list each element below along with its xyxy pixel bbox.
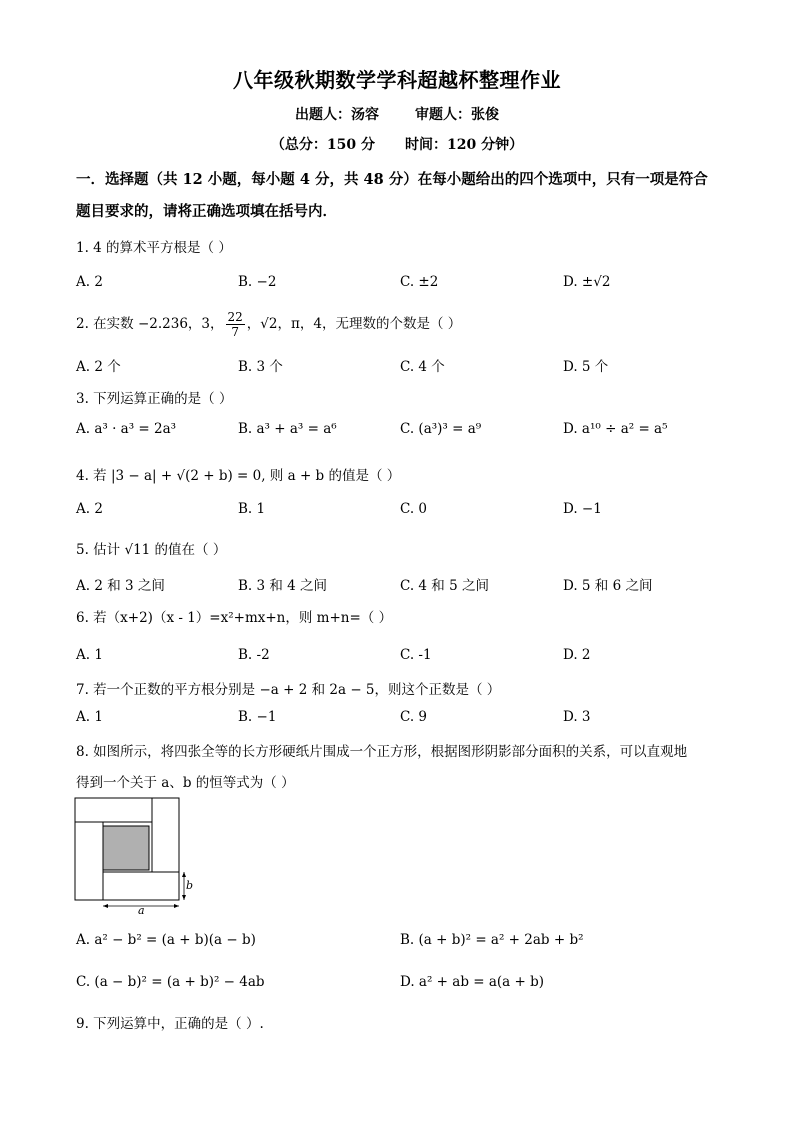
fraction-numerator: 22 — [227, 310, 243, 324]
question-4-option-a: A. 2 — [76, 501, 103, 517]
question-6-option-d: D. 2 — [563, 647, 591, 663]
question-7-option-a: A. 1 — [76, 709, 103, 725]
exam-info — [0, 134, 794, 154]
score-info: （总分：150 分 — [270, 137, 375, 153]
question-8-stem-line2: 得到一个关于 a、b 的恒等式为（ ） — [76, 775, 295, 791]
question-6-stem: 6. 若（x+2)（x - 1）=x²+mx+n，则 m+n=（ ） — [76, 610, 393, 626]
question-3-stem: 3. 下列运算正确的是（ ） — [76, 391, 233, 407]
question-4-option-b: B. 1 — [238, 501, 266, 517]
question-1-option-c: C. ±2 — [400, 274, 439, 290]
fraction-denominator: 7 — [231, 325, 239, 339]
question-1-option-b: B. −2 — [238, 274, 277, 290]
question-3-option-b: B. a³ + a³ = a⁶ — [238, 421, 337, 437]
shaded-square — [103, 826, 149, 870]
question-1-option-d: D. ±√2 — [563, 274, 611, 290]
question-5-stem: 5. 估计 √11 的值在（ ） — [76, 542, 227, 558]
question-7-option-c: C. 9 — [400, 709, 428, 725]
question-8-option-c: C. (a − b)² = (a + b)² − 4ab — [76, 974, 265, 990]
question-4-option-c: C. 0 — [400, 501, 428, 517]
question-4-stem: 4. 若 |3 − a| + √(2 + b) = 0, 则 a + b 的值是（ ） — [76, 468, 401, 484]
label-a: a — [138, 904, 145, 914]
label-b: b — [186, 879, 194, 892]
question-2-option-d: D. 5 个 — [563, 359, 609, 375]
question-5-option-b: B. 3 和 4 之间 — [238, 578, 328, 594]
question-8-stem-line1: 8. 如图所示，将四张全等的长方形硬纸片围成一个正方形，根据图形阴影部分面积的关系，可以直观地 — [76, 744, 688, 760]
question-2-stem — [76, 310, 461, 339]
question-8-option-a: A. a² − b² = (a + b)(a − b) — [76, 932, 256, 948]
question-8-option-b: B. (a + b)² = a² + 2ab + b² — [400, 932, 584, 948]
question-5-option-a: A. 2 和 3 之间 — [76, 578, 165, 594]
question-5-option-c: C. 4 和 5 之间 — [400, 578, 489, 594]
question-2-fraction — [226, 310, 245, 339]
reviewer-label: 审题人：张俊 — [415, 107, 499, 123]
question-2-option-b: B. 3 个 — [238, 359, 283, 375]
question-2-prefix: 2. 在实数 −2.236，3， — [76, 316, 224, 332]
setter-label: 出题人：汤容 — [295, 107, 379, 123]
question-3-option-a: A. a³ · a³ = 2a³ — [76, 421, 177, 437]
author-line — [0, 104, 794, 124]
question-2-option-a: A. 2 个 — [76, 359, 121, 375]
question-1-option-a: A. 2 — [76, 274, 103, 290]
question-8-option-d: D. a² + ab = a(a + b) — [400, 974, 545, 990]
question-6-option-c: C. -1 — [400, 647, 432, 663]
question-1-stem: 1. 4 的算术平方根是（ ） — [76, 240, 232, 256]
question-8-figure — [72, 796, 196, 914]
section-heading: 一．选择题（共 12 小题，每小题 4 分，共 48 分）在每小题给出的四个选项中，只有一项是符合题目要求的，请将正确选项填在括号内． — [76, 171, 708, 220]
question-6-option-b: B. -2 — [238, 647, 270, 663]
question-7-option-b: B. −1 — [238, 709, 277, 725]
question-4-option-d: D. −1 — [563, 501, 602, 517]
time-info: 时间：120 分钟） — [405, 137, 524, 153]
page-title: 八年级秋期数学学科超越杯整理作业 — [233, 68, 561, 92]
question-3-option-c: C. (a³)³ = a⁹ — [400, 421, 482, 437]
question-7-stem: 7. 若一个正数的平方根分别是 −a + 2 和 2a − 5，则这个正数是（ ） — [76, 682, 501, 698]
question-3-option-d: D. a¹⁰ ÷ a² = a⁵ — [563, 421, 668, 437]
question-2-option-c: C. 4 个 — [400, 359, 445, 375]
question-5-option-d: D. 5 和 6 之间 — [563, 578, 653, 594]
question-7-option-d: D. 3 — [563, 709, 591, 725]
question-2-suffix: ，√2，π，4，无理数的个数是（ ） — [246, 316, 462, 332]
question-9-stem: 9. 下列运算中，正确的是（ ）. — [76, 1016, 264, 1032]
question-6-option-a: A. 1 — [76, 647, 103, 663]
